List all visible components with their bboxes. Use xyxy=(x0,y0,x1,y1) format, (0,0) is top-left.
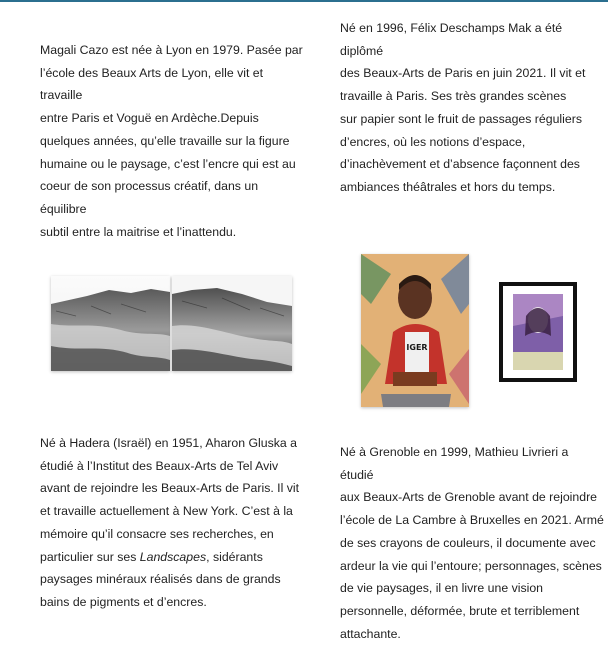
bio-line: humaine ou le paysage, c’est l’encre qui est au xyxy=(40,156,296,171)
top-accent-rule xyxy=(0,0,608,2)
bio-line xyxy=(40,550,263,564)
bio-line: Né à Hadera (Israël) en 1951, Aharon Gluska a xyxy=(40,436,298,450)
framed-portrait-image xyxy=(503,286,573,378)
bio-line: sur papier sont le fruit de passages réguliers xyxy=(340,111,582,126)
bio-line: quelques années, qu’elle travaille sur la figure xyxy=(40,133,290,148)
bio-line-part: , sidérants xyxy=(206,549,263,564)
bio-line: des Beaux-Arts de Paris en juin 2021. Il vit et xyxy=(340,66,586,81)
bio-line: d’encres, où les notions d’espace, xyxy=(340,134,526,149)
landscape-image xyxy=(51,276,170,371)
bio-line: et travaille actuellement à New York. C’est à la xyxy=(40,504,293,519)
framed-artwork-mat xyxy=(503,286,573,378)
bio-line: de ses crayons de couleurs, il documente avec xyxy=(340,535,596,550)
bio-line: personnelle, déformée, brute et terriblement xyxy=(340,603,580,618)
landscapes-series-title: Landscapes xyxy=(139,549,207,564)
bio-line: mémoire qu’il consacre ses recherches, en xyxy=(40,526,274,541)
shirt-lettering: IGER xyxy=(406,343,428,352)
bio-line: coeur de son processus créatif, dans un équilibre xyxy=(40,179,259,216)
bio-line: subtil entre la maitrise et l’inattendu. xyxy=(40,224,237,239)
bio-magali-cazo xyxy=(40,39,305,243)
bio-line: paysages minéraux réalisés dans de grands xyxy=(40,572,281,587)
bio-line: ardeur la vie qui l’entoure; personnages, scènes xyxy=(340,558,602,573)
bio-line: bains de pigments et d’encres. xyxy=(40,594,207,609)
bio-line: d’inachèvement et d’absence façonnent des xyxy=(340,157,580,172)
bio-line: étudié à l’Institut des Beaux-Arts de Tel Aviv xyxy=(40,458,279,473)
bio-line: Né à Grenoble en 1999, Mathieu Livrieri a étudié xyxy=(340,445,569,482)
bio-aharon-gluska xyxy=(40,432,305,614)
bio-line: ambiances théâtrales et hors du temps. xyxy=(340,179,556,194)
landscape-image xyxy=(172,276,292,371)
bio-line-part: particulier sur ses xyxy=(40,549,140,564)
bio-line: avant de rejoindre les Beaux-Arts de Paris. Il vit xyxy=(40,481,300,496)
bio-line: l’école des Beaux Arts de Lyon, elle vit et travaille xyxy=(40,65,264,103)
bio-line: Né en 1996, Félix Deschamps Mak a été diplômé xyxy=(340,21,563,58)
bio-felix-deschamps-mak xyxy=(340,17,605,199)
bio-line: entre Paris et Voguë en Ardèche.Depuis xyxy=(40,111,259,126)
bio-line: de vie paysages, il en livre une vision xyxy=(340,581,544,596)
bio-line: travaille à Paris. Ses très grandes scènes xyxy=(340,89,567,104)
bio-line: Magali Cazo est née à Lyon en 1979. Pasée par xyxy=(40,43,303,57)
landscape-photo-right xyxy=(172,276,292,371)
bio-mathieu-livrieri xyxy=(340,441,605,645)
framed-artwork-small xyxy=(499,282,577,382)
colored-pencil-portrait-drawing xyxy=(361,254,469,407)
bio-line: l’école de La Cambre à Bruxelles en 2021. Armé xyxy=(340,513,604,528)
bio-line: attachante. xyxy=(340,626,401,641)
portrait-drawing-image xyxy=(361,254,469,407)
bio-line: aux Beaux-Arts de Grenoble avant de rejoindre xyxy=(340,490,598,505)
landscape-photo-left xyxy=(51,276,170,371)
